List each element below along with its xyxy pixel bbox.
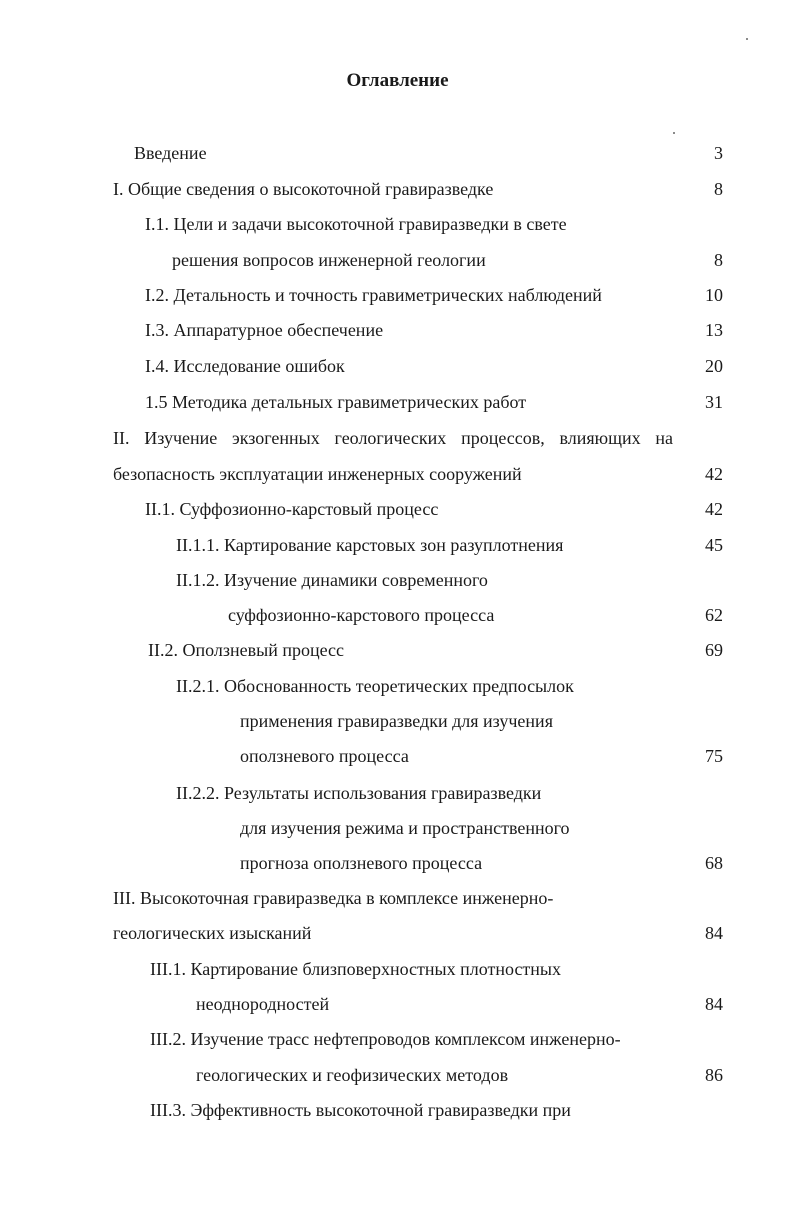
toc-entry-section-2-2-2-cont: прогноза оползневого процесса bbox=[240, 853, 483, 873]
toc-entry-section-2-2-1-cont: оползневого процесса bbox=[240, 746, 409, 766]
toc-entry-section-2-2: II.2. Оползневый процесс bbox=[148, 640, 345, 660]
toc-page-number: 62 bbox=[705, 605, 723, 625]
toc-entry-section-3-1-cont: неоднородностей bbox=[196, 994, 330, 1014]
toc-entry-section-1-4: I.4. Исследование ошибок bbox=[145, 356, 345, 376]
toc-entry-chapter-1: I. Общие сведения о высокоточной гравиразведке bbox=[113, 179, 494, 199]
toc-entry-section-3-3: III.3. Эффективность высокоточной гравиразведки при bbox=[150, 1100, 571, 1120]
toc-entry-section-1-1-cont: решения вопросов инженерной геологии bbox=[172, 250, 486, 270]
page-title: Оглавление bbox=[346, 70, 449, 91]
toc-entry-section-1-1: I.1. Цели и задачи высокоточной гравиразведки в свете bbox=[145, 214, 567, 234]
toc-page-number: 8 bbox=[714, 250, 723, 270]
toc-entry-chapter-2-cont: безопасность эксплуатации инженерных сооружений bbox=[113, 464, 522, 484]
toc-entry-section-2-1-1: II.1.1. Картирование карстовых зон разуплотнения bbox=[176, 535, 564, 555]
toc-page-number: 13 bbox=[705, 320, 723, 340]
toc-entry-section-1-5: 1.5 Методика детальных гравиметрических работ bbox=[145, 392, 527, 412]
toc-entry-chapter-2: II. Изучение экзогенных геологических процессов, влияющих на bbox=[113, 428, 673, 448]
toc-page-number: 10 bbox=[705, 285, 723, 305]
scan-speck bbox=[673, 132, 675, 134]
toc-page-number: 68 bbox=[705, 853, 723, 873]
toc-page-number: 45 bbox=[705, 535, 723, 555]
toc-entry-section-2-2-1-cont: применения гравиразведки для изучения bbox=[240, 711, 553, 731]
toc-entry-section-2-2-1: II.2.1. Обоснованность теоретических предпосылок bbox=[176, 676, 574, 696]
toc-page-number: 75 bbox=[705, 746, 723, 766]
toc-page-number: 84 bbox=[705, 923, 723, 943]
toc-page-number: 20 bbox=[705, 356, 723, 376]
toc-entry-section-1-2: I.2. Детальность и точность гравиметрических наблюдений bbox=[145, 285, 602, 305]
toc-entry-chapter-3: III. Высокоточная гравиразведка в комплексе инженерно- bbox=[113, 888, 554, 908]
toc-page-number: 8 bbox=[714, 179, 723, 199]
toc-entry-section-2-1-2-cont: суффозионно-карстового процесса bbox=[228, 605, 495, 625]
toc-entry-section-3-2: III.2. Изучение трасс нефтепроводов комплексом инженерно- bbox=[150, 1029, 621, 1049]
toc-page-number: 42 bbox=[705, 464, 723, 484]
toc-page-number: 84 bbox=[705, 994, 723, 1014]
toc-entry-section-2-2-2-cont: для изучения режима и пространственного bbox=[240, 818, 570, 838]
toc-entry-section-1-3: I.3. Аппаратурное обеспечение bbox=[145, 320, 384, 340]
toc-page-number: 3 bbox=[714, 143, 723, 163]
toc-entry-section-2-1-2: II.1.2. Изучение динамики современного bbox=[176, 570, 488, 590]
toc-entry-section-2-2-2: II.2.2. Результаты использования гравиразведки bbox=[176, 783, 542, 803]
scan-speck bbox=[746, 38, 748, 40]
toc-entry-section-3-2-cont: геологических и геофизических методов bbox=[196, 1065, 509, 1085]
toc-entry-section-3-1: III.1. Картирование близповерхностных плотностных bbox=[150, 959, 562, 979]
toc-entry-section-2-1: II.1. Суффозионно-карстовый процесс bbox=[145, 499, 439, 519]
toc-page-number: 86 bbox=[705, 1065, 723, 1085]
toc-page-number: 31 bbox=[705, 392, 723, 412]
toc-page-number: 69 bbox=[705, 640, 723, 660]
toc-entry-chapter-3-cont: геологических изысканий bbox=[113, 923, 312, 943]
toc-entry-introduction: Введение bbox=[134, 143, 207, 163]
toc-page-number: 42 bbox=[705, 499, 723, 519]
